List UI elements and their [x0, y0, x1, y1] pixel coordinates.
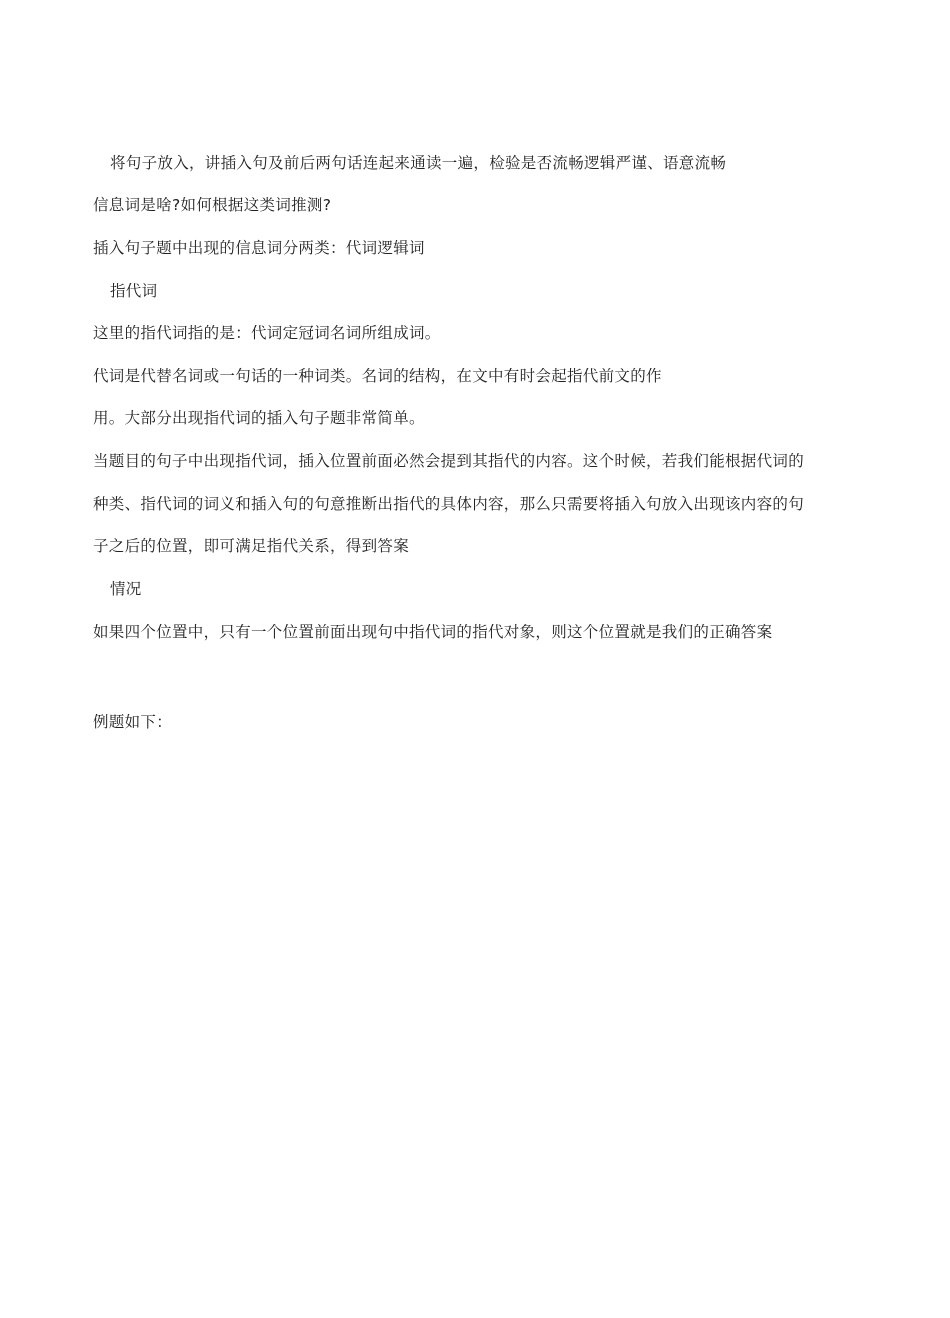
section-heading: 指代词: [110, 282, 158, 300]
paragraph-line: 这里的指代词指的是：代词定冠词名词所组成词。: [93, 324, 441, 342]
paragraph-line: 用。大部分出现指代词的插入句子题非常简单。: [93, 409, 425, 427]
section-heading: 情况: [110, 580, 142, 598]
paragraph-line: 子之后的位置，即可满足指代关系，得到答案: [93, 537, 410, 555]
paragraph-line: 如果四个位置中，只有一个位置前面出现句中指代词的指代对象，则这个位置就是我们的正确答案: [93, 623, 773, 641]
paragraph-line: 将句子放入，讲插入句及前后两句话连起来通读一遍，检验是否流畅逻辑严谨、语意流畅: [110, 154, 727, 172]
paragraph-line: 插入句子题中出现的信息词分两类：代词逻辑词: [93, 239, 425, 257]
paragraph-line: 当题目的句子中出现指代词，插入位置前面必然会提到其指代的内容。这个时候，若我们能根据代词的: [93, 452, 805, 470]
paragraph-line: 种类、指代词的词义和插入句的句意推断出指代的具体内容，那么只需要将插入句放入出现该内容的句: [93, 495, 805, 513]
paragraph-line: 代词是代替名词或一句话的一种词类。名词的结构，在文中有时会起指代前文的作: [93, 367, 662, 385]
example-heading: 例题如下：: [93, 713, 173, 731]
paragraph-line: 信息词是啥?如何根据这类词推测?: [93, 196, 332, 214]
